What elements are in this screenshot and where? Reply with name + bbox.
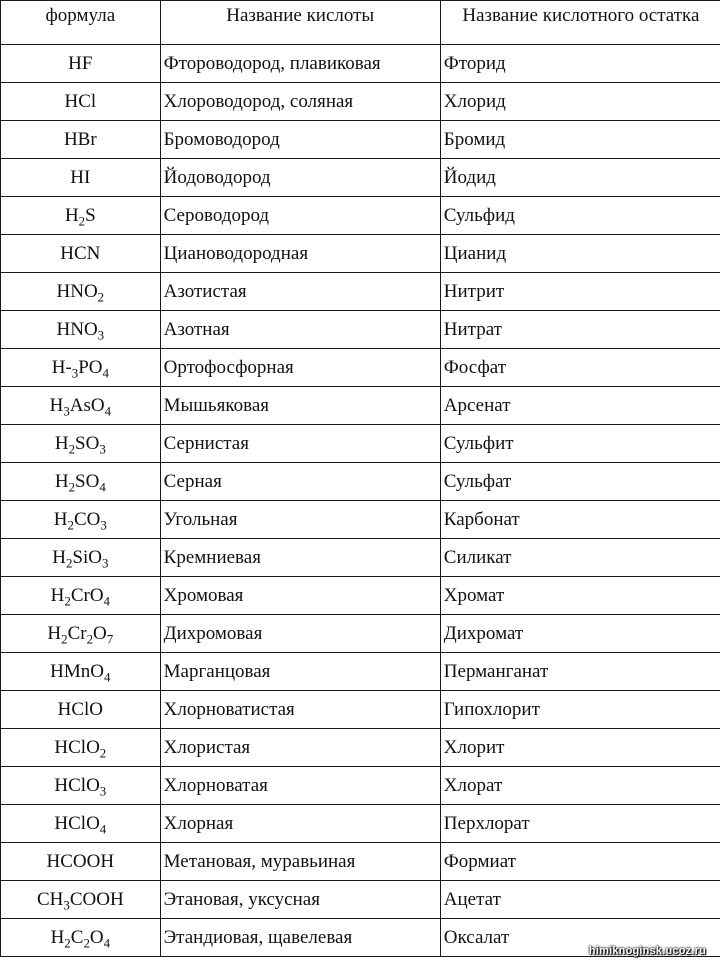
acid-name-cell: Хлорноватая (160, 767, 440, 805)
formula-subscript: 2 (86, 631, 94, 647)
formula-subscript: 3 (100, 517, 107, 533)
anion-name-cell: Ацетат (440, 881, 720, 919)
formula-text: H (49, 394, 64, 416)
formula-subscript: 3 (99, 783, 107, 799)
header-anion-name: Название кислотного остатка (440, 1, 720, 45)
acid-name-cell: Угольная (160, 501, 440, 539)
header-row (1, 1, 720, 45)
formula-subscript: 2 (97, 289, 105, 305)
anion-name-cell: Фторид (440, 45, 720, 83)
formula-cell (1, 197, 161, 235)
formula-text: CrO (70, 584, 104, 606)
formula-text: HClO (54, 812, 100, 834)
formula-subscript: 2 (99, 745, 107, 761)
formula-subscript: 3 (97, 327, 105, 343)
formula-cell (1, 653, 161, 691)
acid-name-cell: Йодоводород (160, 159, 440, 197)
formula-text: H (53, 508, 68, 530)
acid-name-cell: Азотная (160, 311, 440, 349)
formula-subscript: 4 (103, 935, 111, 951)
acid-name-cell: Циановодородная (160, 235, 440, 273)
formula-text: HNO (56, 318, 98, 340)
acid-name-cell: Дихромовая (160, 615, 440, 653)
formula-text: H (47, 622, 62, 644)
formula-subscript: 3 (99, 441, 106, 457)
formula-subscript: 3 (63, 403, 70, 419)
formula-text: H (52, 546, 66, 568)
anion-name-cell: Хлорат (440, 767, 720, 805)
formula-cell (1, 615, 161, 653)
acid-name-cell: Хлорная (160, 805, 440, 843)
formula-text: COOH (69, 888, 124, 910)
anion-name-cell: Сульфит (440, 425, 720, 463)
anion-name-cell: Нитрит (440, 273, 720, 311)
formula-subscript: 3 (63, 897, 70, 913)
table-row (1, 805, 720, 843)
table-row (1, 501, 720, 539)
formula-subscript: 4 (102, 365, 109, 381)
formula-text: HClO (54, 774, 100, 796)
anion-name-cell: Сульфат (440, 463, 720, 501)
anion-name-cell: Фосфат (440, 349, 720, 387)
formula-subscript: 2 (78, 213, 86, 229)
anion-name-cell: Хромат (440, 577, 720, 615)
formula-subscript: 2 (64, 935, 71, 951)
formula-subscript: 2 (64, 593, 71, 609)
formula-subscript: 2 (65, 555, 73, 571)
table-row (1, 577, 720, 615)
formula-text: H (50, 926, 65, 948)
acid-name-cell: Хлороводород, соляная (160, 83, 440, 121)
anion-name-cell: Цианид (440, 235, 720, 273)
formula-cell (1, 843, 161, 881)
formula-cell (1, 691, 161, 729)
formula-cell (1, 349, 161, 387)
formula-subscript: 2 (68, 479, 76, 495)
table-row (1, 349, 720, 387)
table-row (1, 235, 720, 273)
acid-name-cell: Этандиовая, щавелевая (160, 919, 440, 957)
formula-cell (1, 273, 161, 311)
formula-subscript: 4 (104, 403, 112, 419)
acid-name-cell: Мышьяковая (160, 387, 440, 425)
formula-text: C (70, 926, 84, 948)
formula-text: HClO (57, 698, 104, 720)
acid-name-cell: Хлористая (160, 729, 440, 767)
table-row (1, 729, 720, 767)
anion-name-cell: Оксалат (440, 919, 720, 957)
table-header (1, 1, 720, 45)
anion-name-cell: Хлорит (440, 729, 720, 767)
formula-subscript: 3 (101, 555, 109, 571)
formula-cell (1, 729, 161, 767)
formula-cell (1, 767, 161, 805)
watermark: himiknoginsk.ucoz.ru (588, 945, 706, 957)
formula-text: HMnO (50, 660, 105, 682)
formula-cell (1, 311, 161, 349)
formula-subscript: 4 (99, 479, 106, 495)
formula-cell (1, 387, 161, 425)
anion-name-cell: Нитрат (440, 311, 720, 349)
acid-name-cell: Бромоводород (160, 121, 440, 159)
anion-name-cell: Йодид (440, 159, 720, 197)
formula-cell (1, 235, 161, 273)
anion-name-cell: Хлорид (440, 83, 720, 121)
formula-text: H (64, 204, 79, 226)
table-row (1, 843, 720, 881)
formula-subscript: 2 (67, 517, 74, 533)
table-row (1, 83, 720, 121)
acid-name-cell: Серная (160, 463, 440, 501)
anion-name-cell: Дихромат (440, 615, 720, 653)
table-row (1, 691, 720, 729)
acid-name-cell: Этановая, уксусная (160, 881, 440, 919)
formula-text: HClO (54, 736, 100, 758)
header-formula: формула (1, 1, 161, 45)
formula-text: O (93, 622, 107, 644)
formula-subscript: 7 (106, 631, 114, 647)
anion-name-cell: Карбонат (440, 501, 720, 539)
acid-name-cell: Азотистая (160, 273, 440, 311)
formula-text: PO (78, 356, 103, 378)
formula-text: H (54, 470, 69, 492)
table-row (1, 767, 720, 805)
table-row (1, 311, 720, 349)
formula-subscript: 2 (83, 935, 90, 951)
header-acid-name: Название кислоты (160, 1, 440, 45)
acid-name-cell: Ортофосфорная (160, 349, 440, 387)
table-row (1, 197, 720, 235)
formula-text: O (89, 926, 104, 948)
formula-cell (1, 83, 161, 121)
anion-name-cell: Силикат (440, 539, 720, 577)
formula-subscript: 4 (104, 669, 111, 685)
anion-name-cell: Бромид (440, 121, 720, 159)
table-row (1, 653, 720, 691)
formula-text: CH (36, 888, 64, 910)
acid-name-cell: Фтороводород, плавиковая (160, 45, 440, 83)
anion-name-cell: Перманганат (440, 653, 720, 691)
table-row (1, 463, 720, 501)
anion-name-cell: Сульфид (440, 197, 720, 235)
anion-name-cell: Арсенат (440, 387, 720, 425)
formula-text: SiO (72, 546, 102, 568)
formula-subscript: 2 (68, 441, 76, 457)
formula-text: CO (73, 508, 101, 530)
formula-cell (1, 121, 161, 159)
table-body (1, 45, 720, 957)
table-row (1, 121, 720, 159)
formula-text: HCN (60, 242, 101, 264)
formula-text: HCOOH (46, 850, 115, 872)
formula-text: H- (51, 356, 72, 378)
formula-text: H (54, 432, 69, 454)
acid-name-cell: Хлорноватистая (160, 691, 440, 729)
table-row (1, 273, 720, 311)
formula-text: HBr (63, 128, 97, 150)
formula-cell (1, 501, 161, 539)
formula-text: SO (75, 470, 100, 492)
formula-text: HCl (64, 90, 97, 112)
table-row (1, 615, 720, 653)
formula-subscript: 4 (103, 593, 110, 609)
formula-text: HI (70, 166, 91, 188)
acid-name-cell: Кремниевая (160, 539, 440, 577)
table-row (1, 881, 720, 919)
formula-text: HF (68, 52, 93, 74)
formula-cell (1, 919, 161, 957)
formula-cell (1, 539, 161, 577)
acid-name-cell: Марганцовая (160, 653, 440, 691)
formula-subscript: 3 (71, 365, 79, 381)
table-row (1, 539, 720, 577)
acid-name-cell: Хромовая (160, 577, 440, 615)
table-row (1, 159, 720, 197)
acid-name-cell: Сернистая (160, 425, 440, 463)
table-row (1, 387, 720, 425)
anion-name-cell: Формиат (440, 843, 720, 881)
formula-subscript: 4 (99, 821, 107, 837)
acid-name-cell: Сероводород (160, 197, 440, 235)
formula-cell (1, 159, 161, 197)
formula-cell (1, 463, 161, 501)
table-row (1, 425, 720, 463)
formula-text: HNO (56, 280, 98, 302)
formula-text: SO (75, 432, 100, 454)
formula-text: Cr (67, 622, 87, 644)
formula-cell (1, 805, 161, 843)
formula-subscript: 2 (61, 631, 68, 647)
formula-cell (1, 425, 161, 463)
formula-text: AsO (69, 394, 105, 416)
formula-cell (1, 45, 161, 83)
anion-name-cell: Перхлорат (440, 805, 720, 843)
formula-text: S (85, 204, 96, 226)
table-row (1, 45, 720, 83)
formula-text: H (50, 584, 65, 606)
anion-name-cell: Гипохлорит (440, 691, 720, 729)
acid-name-cell: Метановая, муравьиная (160, 843, 440, 881)
formula-cell (1, 881, 161, 919)
formula-cell (1, 577, 161, 615)
